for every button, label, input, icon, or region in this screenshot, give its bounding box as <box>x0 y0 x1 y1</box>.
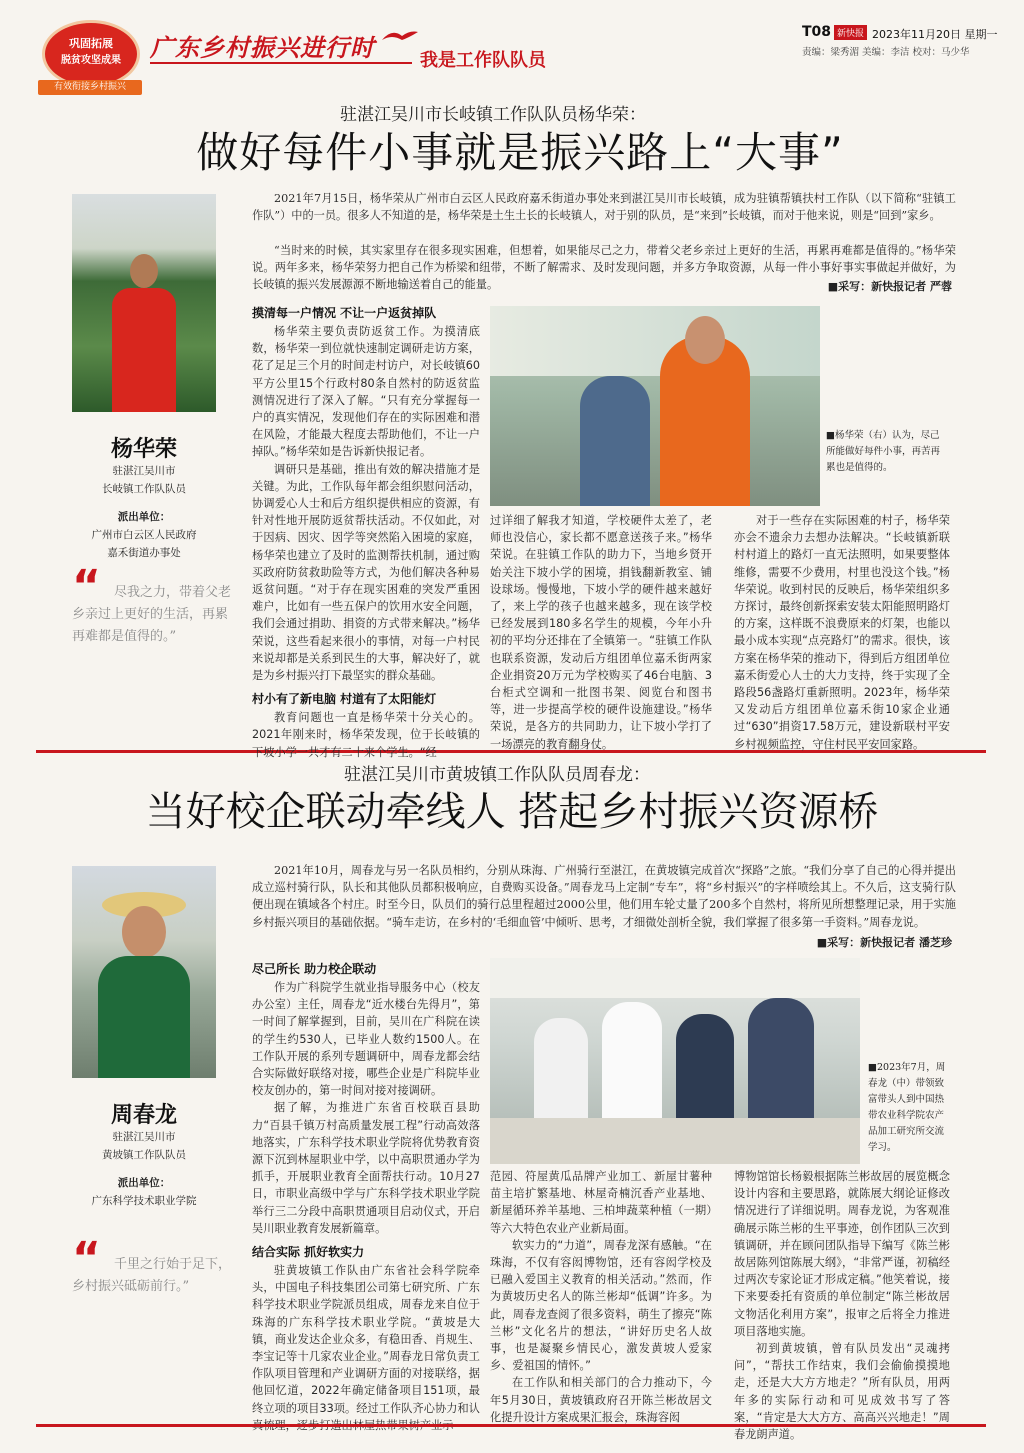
article2-col3-p1: 博物馆馆长杨毅根据陈兰彬故居的展览概念设计内容和主要思路，就陈展大纲论证修改情况进行了详细说明。周春龙说，为客观准确展示陈兰彬的生平事迹，创作团队三次到镇调研，并在顾问团队指导下编写《陈兰彬故居陈列馆陈展大纲》，“非常严谨，初稿经过两次专家论证才形成定稿。”他笑着说，接下来要委托有资质的单位制定“陈兰彬故居文物活化利用方案”，报审之后将全力推进项目落地实施。 <box>734 1170 950 1338</box>
article2-col1-p1: 作为广科院学生就业指导服务中心（校友办公室）主任，周春龙“近水楼台先得月”，第一时间了解掌握到，目前，吴川在广科院在读的学生约530人，已毕业人数约1500人。在工作队开展的系列专题调研中，周春龙都会结合实际做好联络对接，哪些企业是广科院毕业校友创办的，第一时间对接对接调研。 <box>252 981 480 1098</box>
article1-portrait <box>72 194 216 412</box>
article2-col2-p3: 在工作队和相关部门的合力推动下，今年5月30日，黄坡镇政府召开陈兰彬故居文化提升设计方案成果汇报会，珠海容闳 <box>490 1376 712 1424</box>
article1-col1-p1: 杨华荣主要负责防返贫工作。为摸清底数，杨华荣一到位就快速制定调研走访方案，花了足足三个月的时间走村访户，对长岐镇60平方公里15个行政村80条自然村的防返贫监测情况进行了深入了解。“只有充分掌握每一户的真实情况，发现他们存在的实际困难和潜在风险，才能最大程度去帮助他们，不让一户掉队。”杨华荣如是告诉新快报记者。 <box>252 325 480 459</box>
article2-col3 <box>734 1168 950 1443</box>
article1-profile-name: 杨华荣 <box>110 436 177 462</box>
badge-line-2: 脱贫攻坚成果 <box>61 55 121 66</box>
article1-col1 <box>252 300 480 761</box>
article2-col2-p2: 软实力的“力道”，周春龙深有感触。“在珠海，不仅有容闳博物馆，还有容闳学校及已融入爱国主义教育的相关活动。”然而，作为黄坡历史名人的陈兰彬却“低调”许多。为此，周春龙查阅了很多资料，萌生了擦亮“陈兰彬”文化名片的想法，“讲好历史名人故事，也是凝聚乡情民心，激发黄坡人爱家乡、爱祖国的情怀。” <box>490 1238 712 1373</box>
article1-quote-mark: “ <box>72 561 101 612</box>
header-divider <box>150 62 412 64</box>
article1-lead-p1: 2021年7月15日，杨华荣从广州市白云区人民政府嘉禾街道办事处来到湛江吴川市长岐镇，成为驻镇帮镇扶村工作队（以下简称“驻镇工作队”）中的一员。很多人不知道的是，杨华荣是土生土长的长岐镇人，对于别的队员，是“来到”长岐镇，而对于他来说，则是“回到”家乡。 <box>252 192 956 223</box>
article2-col3-p2: 初到黄坡镇，曾有队员发出“灵魂拷问”，“帮扶工作结束，我们会偷偷摸摸地走，还是大大方方地走？”所有队员，用两年多的实际行动和可见成效书写了答案，“肯定是大大方方、高高兴兴地走！”周春龙朗声道。 <box>734 1342 950 1442</box>
article2-profile-name: 周春龙 <box>110 1102 177 1128</box>
article1-col1-p2: 调研只是基础，推出有效的解决措施才是关键。为此，工作队每年都会组织慰问活动，协调爱心人士和后方组织提供相应的资源，有针对性地开展防返贫帮扶活动。不仅如此，对于因病、因灾、因学等突然陷入困境的家庭，杨华荣也建立了及时的监测帮扶机制，通过购买政府防贫救助险等方式，为他们解决各种易返贫问题。“对于存在现实困难的突发严重困难户，比如有一些五保户的饮用水安全问题，我们会通过捐助、捐资的方式带来解决。”杨华荣说，这些看起来很小的事情，对每一户村民来说却都是关系到民生的大事，解决好了，就是为乡村振兴打下最坚实的群众基础。 <box>252 462 480 683</box>
article2-lead-p1: 2021年10月，周春龙与另一名队员相约，分别从珠海、广州骑行至湛江，在黄坡镇完成首次“探路”之旅。“我们分享了自己的心得并提出成立巡村骑行队，队长和其他队员都积极响应，自费购买设备。”周春龙马上定制“专车”，将“乡村振兴”的字样喷绘其上。不久后，这支骑行队便出现在镇域各个村庄。时至今日，队员们的骑行总里程超过2000公里，他们用车轮丈量了200多个自然村，将所见所想整理记录，用于实施乡村振兴项目的基础依据。“骑车走访，在乡村的‘毛细血管’中倾听、思考，才细微处剖析全貌，我们掌握了很多第一手资料。”周春龙说。 <box>252 864 956 929</box>
article1-byline: ■采写：新快报记者 严蓉 <box>827 280 952 293</box>
article1-sub1: 摸清每一户情况 不让一户返贫掉队 <box>252 306 437 320</box>
article2-col2-p1: 范园、符屋黄瓜品牌产业加工、新屋甘薯种苗主培扩繁基地、林屋奇楠沉香产业基地、新屋循环养羊基地、三柏坤蔬菜种植（一期）等六大特色农业产业新局面。 <box>490 1170 712 1235</box>
issue-date: 2023年11月20日 星期一 <box>872 28 998 41</box>
article1-photo-caption: ■杨华荣（右）认为，尽己所能做好每件小事，再苦再累也是值得的。 <box>826 430 941 473</box>
article1-col3-p1: 对于一些存在实际困难的村子，杨华荣亦会不遗余力去想办法解决。“长岐镇新联村村道上的路灯一直无法照明，如果要整体维修，需要不少费用，村里也没这个钱。”杨华荣说。收到村民的反映后，杨华荣组织多方探讨，最终创新探索安装太阳能照明路灯的方案，这样既不浪费原来的灯架，也能以最小成本实现“点亮路灯”的需求。很快，该方案在杨华荣的推动下，得到后方组团单位嘉禾街爱心人士的大力支持，终于实现了全路段56盏路灯重新照明。2023年，杨华荣又发动后方组团单位嘉禾街10家企业通过“630”捐资17.58万元，建设新联村平安乡村视频监控，守住村民平安回家路。 <box>734 514 950 751</box>
article2-col1-p2: 据了解，为推进广东省百校联百县助力“百县千镇万村高质量发展工程”行动高效落地落实，广东科学技术职业学院将优势教育资源下沉到林屋职业中学，以中高职贯通办学为抓手，开展职业教育全面帮扶行动。10月27日，市职业高级中学与广东科学技术职业学院举行三二分段中高职贯通项目启动仪式，开启吴川职业教育发展新篇章。 <box>252 1101 480 1235</box>
article1-col2-p1: 过详细了解我才知道，学校硬件太差了，老师也没信心，家长都不愿意送孩子来。”杨华荣说。在驻镇工作队的助力下，当地乡贤开始关注下坡小学的困境，捐钱翻新教室、铺设球场。慢慢地，下坡小学的硬件越来越好了，来上学的孩子也越来越多，现在该学校已经发展到180多名学生的规模，今年小升初的平均分还排在了全镇第一。“驻镇工作队也联系资源，发动后方组团单位嘉禾街两家企业捐资20万元为学校购买了46台电脑、3台柜式空调和一批图书架、阅览台和图书等，进一步提高学校的硬件设施建设。”杨华荣说，是各方的共同助力，让下坡小学打了一场漂亮的教育翻身仗。 <box>490 514 712 751</box>
paper-tag: 新快报 <box>834 25 867 40</box>
photo-elder-figure <box>580 376 650 506</box>
header-badge <box>42 20 140 88</box>
article2-portrait <box>72 866 216 1078</box>
article1-profile-role-1: 驻湛江吴川市 <box>112 465 176 477</box>
article1-col1-p3: 教育问题也一直是杨华荣十分关心的。2021年刚来时，杨华荣发现，位于长岐镇的下坡小学一共才有二十来个学生。“经 <box>252 711 480 759</box>
badge-line-1: 巩固拓展 <box>69 37 113 50</box>
article2-quote: 千里之行始于足下，乡村振兴砥砺前行。” <box>72 1257 232 1294</box>
article1-dispatch-2: 嘉禾街道办事处 <box>107 547 181 559</box>
article2-col1-p3: 驻黄坡镇工作队由广东省社会科学院牵头，中国电子科技集团公司第七研究所、广东科学技术职业学院派员组成，周春龙来自位于珠海的广东科学技术职业学院。“黄坡是大镇，商业发达企业众多，有稳田香、肖规生、李宝记等十几家农业企业。”周春龙日常负责工作队项目管理和产业调研方面的对接联络，据他回忆道，2022年确定储备项目151项，最终立项的项目33项。经过工作队齐心协力和认 <box>252 1264 480 1415</box>
article1-sub2: 村小有了新电脑 村道有了太阳能灯 <box>252 692 437 707</box>
article2-profile-role-1: 驻湛江吴川市 <box>112 1131 176 1143</box>
article2-dispatch-1: 广东科学技术职业学院 <box>91 1195 197 1207</box>
article1-photo <box>490 306 820 506</box>
bottom-rule <box>36 1424 986 1427</box>
page-number: T08 <box>802 24 832 40</box>
article1-kicker: 驻湛江吴川市长岐镇工作队队员杨华荣： <box>340 105 646 125</box>
article2-quote-mark: “ <box>72 1233 101 1284</box>
article2-kicker: 驻湛江吴川市黄坡镇工作队队员周春龙： <box>344 765 650 785</box>
portrait-figure <box>112 254 176 412</box>
article1-headline: 做好每件小事就是振兴路上“大事” <box>196 128 844 177</box>
portrait-shirt <box>98 956 190 1078</box>
header-badge-sub: 有效衔接乡村振兴 <box>38 80 142 95</box>
article1-dispatch-label: 派出单位： <box>117 511 171 523</box>
article2-photo-caption: ■2023年7月，周春龙（中）带领致富带头人到中国热带农业科学院农产品加工研究所交流学习。 <box>868 1062 946 1153</box>
article2-dispatch-label: 派出单位： <box>117 1177 171 1189</box>
section-title: 我是工作队队员 <box>420 50 546 71</box>
bird-icon <box>380 26 420 48</box>
article1-lead-p2: “当时来的时候，其实家里存在很多现实困难，但想着，如果能尽己之力，带着父老乡亲过上更好的生活，再累再难都是值得的。”杨华荣说。两年多来，杨华荣努力把自己作为桥梁和纽带，不断了解需求、及时发现问题，并多方争取资源，从每一件小事好事实事做起并做好，为长岐镇的振兴发展源源不断地输送着自己的能量。 <box>252 244 956 292</box>
editors-line: 责编：梁秀湄 美编：李洁 校对：马少华 <box>802 47 970 58</box>
article2-photo <box>490 958 860 1164</box>
calligraphy-title: 广东乡村振兴进行时 <box>150 33 375 62</box>
article2-profile-role-2: 黄坡镇工作队队员 <box>102 1149 186 1161</box>
article1-profile-role-2: 长岐镇工作队队员 <box>102 483 186 495</box>
article2-col2 <box>490 1168 712 1426</box>
article1-dispatch-1: 广州市白云区人民政府 <box>91 529 197 541</box>
article2-sub2: 结合实际 抓好软实力 <box>252 1245 365 1260</box>
article2-sub1: 尽己所长 助力校企联动 <box>252 962 377 976</box>
article1-quote: 尽我之力，带着父老乡亲过上更好的生活，再累再难都是值得的。” <box>72 585 232 644</box>
article2-byline: ■采写：新快报记者 潘芝珍 <box>816 936 952 949</box>
article2-col1 <box>252 956 480 1434</box>
article2-headline: 当好校企联动牵线人 搭起乡村振兴资源桥 <box>145 789 879 835</box>
